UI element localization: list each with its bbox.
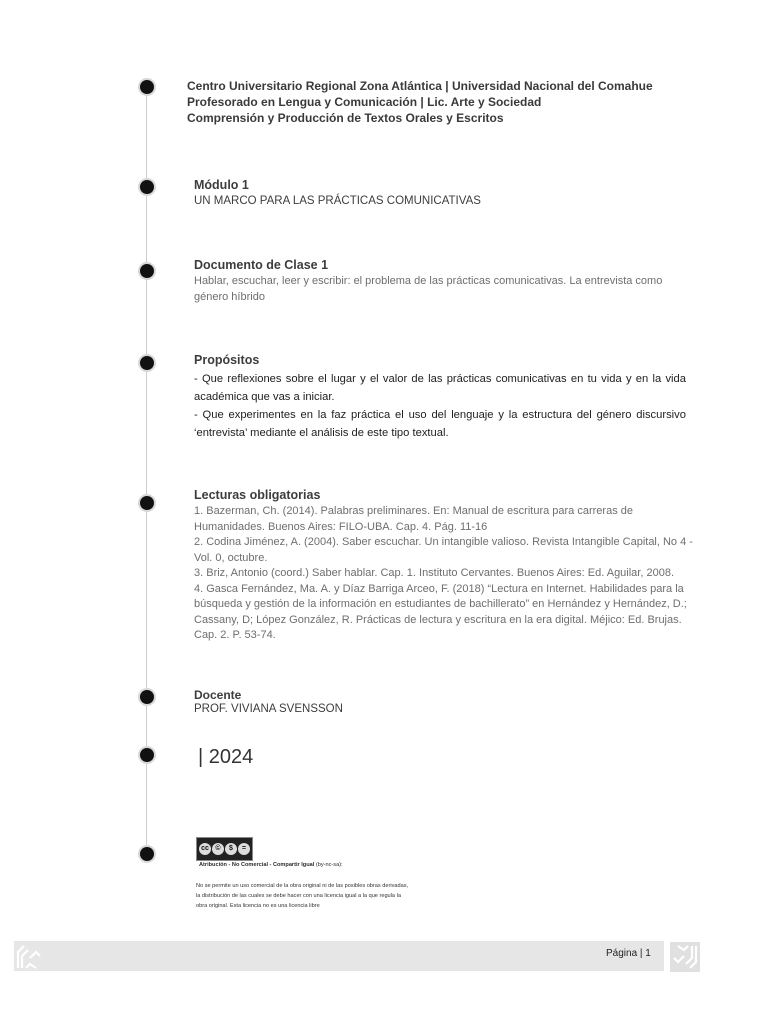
license-heading	[199, 861, 359, 870]
lectura-item: 1. Bazerman, Ch. (2014). Palabras preliminares. En: Manual de escritura para carreras de Humanidades. Buenos Aires: FILO-UBA. Cap. 4. Pág. 11-16	[194, 505, 633, 533]
lectura-item: 3. Briz, Antonio (coord.) Saber hablar. Cap. 1. Instituto Cervantes. Buenos Aires: Ed. Aguilar, 2008.	[194, 567, 674, 579]
propositos-title: Propósitos	[194, 353, 260, 367]
header-line: Centro Universitario Regional Zona Atlántica | Universidad Nacional del Comahue	[187, 79, 653, 93]
timeline-dot	[140, 264, 154, 278]
year-label: | 2024	[198, 746, 254, 768]
license-text: No se permite un uso comercial de la obra original ni de las posibles obras derivadas, la distribución de las cuales se debe hacer con una licencia igual a la que regula la obra original. Esta licencia no es una licencia libre	[196, 883, 409, 909]
modulo-subtitle: UN MARCO PARA LAS PRÁCTICAS COMUNICATIVAS	[194, 195, 481, 207]
footer-bar	[14, 941, 664, 971]
timeline-dot	[140, 690, 154, 704]
modulo-section	[194, 178, 481, 207]
docente-section	[194, 688, 343, 715]
documento-text: Hablar, escuchar, leer y escribir: el problema de las prácticas comunicativas. La entrevista como género híbrido	[194, 275, 663, 303]
sa-icon: =	[238, 843, 250, 855]
header-line: Profesorado en Lengua y Comunicación | Lic. Arte y Sociedad	[187, 95, 542, 109]
timeline-dot	[140, 80, 154, 94]
docente-title: Docente	[194, 688, 242, 702]
documento-title: Documento de Clase 1	[194, 258, 329, 272]
timeline-dot	[140, 180, 154, 194]
page-number: Página | 1	[606, 948, 651, 959]
cc-icon: cc	[199, 843, 211, 855]
decorative-corner-icon	[670, 942, 700, 972]
lecturas-section	[194, 488, 694, 644]
timeline-dot	[140, 748, 154, 762]
license-title: Atribución - No Comercial - Compartir Igual	[199, 862, 315, 868]
timeline-line	[146, 86, 147, 856]
modulo-title: Módulo 1	[194, 178, 249, 192]
lectura-item: 4. Gasca Fernández, Ma. A. y Díaz Barriga Arceo, F. (2018) “Lectura en Internet. Habilidades para la búsqueda y gestión de la información en estudiantes de bachillerato” en Hernández y Hernández, D.; Cassany, D; López González, R. Prácticas de lectura y escritura en la era digital. Méjico: Ed. Brujas. Cap. 2. P. 53-74.	[194, 582, 687, 641]
documento-section	[194, 258, 694, 305]
proposito-item: - Que experimentes en la faz práctica el uso del lenguaje y la estructura del género discursivo ‘entrevista’ mediante el análisis de este tipo textual.	[194, 409, 686, 439]
cc-license-icon	[196, 837, 253, 861]
lecturas-title: Lecturas obligatorias	[194, 488, 321, 502]
timeline-dot	[140, 847, 154, 861]
propositos-section	[194, 353, 686, 442]
timeline-dot	[140, 356, 154, 370]
proposito-item: - Que reflexiones sobre el lugar y el valor de las prácticas comunicativas en tu vida y en la vida académica que vas a iniciar.	[194, 373, 686, 403]
docente-name: PROF. VIVIANA SVENSSON	[194, 703, 343, 715]
document-header	[187, 78, 653, 126]
nc-icon: $	[225, 843, 237, 855]
license-code: (by-nc-sa):	[315, 862, 343, 868]
license-block	[196, 837, 411, 911]
timeline-dot	[140, 496, 154, 510]
header-line: Comprensión y Producción de Textos Orales y Escritos	[187, 111, 504, 125]
decorative-corner-icon	[14, 942, 44, 972]
by-icon: ©	[212, 843, 224, 855]
lectura-item: 2. Codina Jiménez, A. (2004). Saber escuchar. Un intangible valioso. Revista Intangible Capital, No 4 - Vol. 0, octubre.	[194, 536, 693, 564]
